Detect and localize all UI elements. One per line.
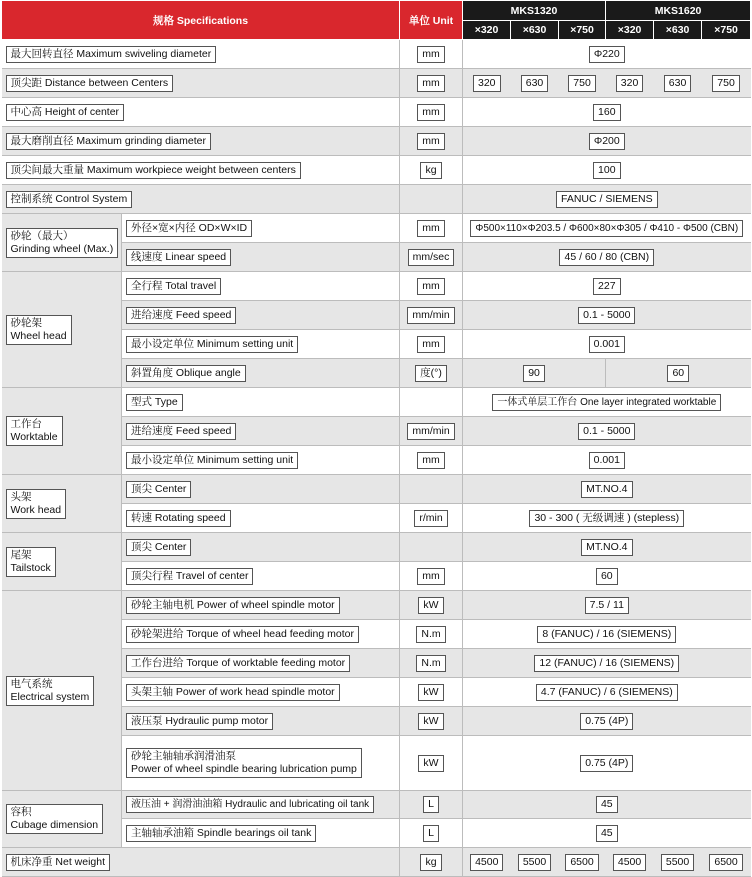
category-label: 砂轮架 Wheel head: [6, 315, 72, 345]
spec-value: 0.75 (4P): [580, 755, 633, 772]
category-label: 电气系统 Electrical system: [6, 676, 95, 706]
header-model-1: MKS1320: [463, 1, 606, 21]
header-size: ×320: [463, 21, 511, 40]
spec-value: MT.NO.4: [581, 539, 632, 556]
header-size: ×750: [559, 21, 606, 40]
unit-label: kg: [420, 162, 441, 179]
spec-value: FANUC / SIEMENS: [556, 191, 658, 208]
unit-label: mm/min: [407, 423, 454, 440]
spec-value: 30 - 300 ( 无级调速 ) (stepless): [529, 510, 684, 527]
spec-value: 4500: [470, 854, 503, 871]
spec-value: 630: [521, 75, 549, 92]
spec-value: 12 (FANUC) / 16 (SIEMENS): [534, 655, 679, 672]
unit-label: r/min: [414, 510, 447, 527]
unit-label: 度(°): [415, 365, 447, 382]
spec-value: 750: [568, 75, 596, 92]
spec-value: 100: [593, 162, 621, 179]
row-tailstock-center: [2, 533, 751, 562]
spec-label: 顶尖行程 Travel of center: [126, 568, 253, 585]
unit-label: kW: [418, 713, 443, 730]
unit-label: N.m: [416, 655, 445, 672]
header-spec: 规格 Specifications: [2, 1, 400, 40]
spec-label: 全行程 Total travel: [126, 278, 221, 295]
spec-label: 顶尖距 Distance between Centers: [6, 75, 174, 92]
spec-label: 中心高 Height of center: [6, 104, 125, 121]
spec-label: 顶尖间最大重量 Maximum workpiece weight between centers: [6, 162, 301, 179]
row-wheelhead-travel: [2, 272, 751, 301]
spec-value: 0.75 (4P): [580, 713, 633, 730]
spec-value: 0.1 - 5000: [578, 423, 635, 440]
spec-label: 最大回转直径 Maximum swiveling diameter: [6, 46, 217, 63]
spec-label: 顶尖 Center: [126, 539, 191, 556]
row-net-weight: [2, 848, 751, 877]
spec-label: 砂轮主轴轴承润滑油泵 Power of wheel spindle bearing lubrication pump: [126, 748, 362, 778]
header-size: ×630: [511, 21, 559, 40]
row-swivel: [2, 40, 751, 69]
row-workhead-center: [2, 475, 751, 504]
spec-value: 8 (FANUC) / 16 (SIEMENS): [537, 626, 676, 643]
row-control-system: [2, 185, 751, 214]
spec-value: 6500: [709, 854, 742, 871]
spec-value: 630: [664, 75, 692, 92]
spec-value: 45 / 60 / 80 (CBN): [559, 249, 654, 266]
spec-value: 6500: [565, 854, 598, 871]
spec-value: 750: [712, 75, 740, 92]
spec-label: 最小设定单位 Minimum setting unit: [126, 336, 298, 353]
spec-label: 砂轮主轴电机 Power of wheel spindle motor: [126, 597, 340, 614]
unit-label: mm: [417, 568, 445, 585]
row-cubage-oil: [2, 791, 751, 819]
spec-value: 45: [596, 796, 618, 813]
spec-value: 0.1 - 5000: [578, 307, 635, 324]
category-label: 工作台 Worktable: [6, 416, 63, 446]
spec-label: 砂轮架进给 Torque of wheel head feeding motor: [126, 626, 359, 643]
spec-value: 4500: [613, 854, 646, 871]
spec-label: 工作台进给 Torque of worktable feeding motor: [126, 655, 350, 672]
spec-value: 320: [473, 75, 501, 92]
spec-value: Φ500×110×Φ203.5 / Φ600×80×Φ305 / Φ410 - Φ500 (CBN): [470, 220, 743, 237]
spec-value: 160: [593, 104, 621, 121]
spec-label: 进给速度 Feed speed: [126, 423, 236, 440]
spec-value: 4.7 (FANUC) / 6 (SIEMENS): [536, 684, 678, 701]
unit-label: L: [423, 796, 439, 813]
unit-label: kW: [418, 684, 443, 701]
spec-value: 227: [593, 278, 621, 295]
spec-label: 最大磨削直径 Maximum grinding diameter: [6, 133, 211, 150]
unit-label: mm: [417, 75, 445, 92]
spec-value: 60: [596, 568, 618, 585]
unit-label: mm: [417, 278, 445, 295]
spec-table: [1, 0, 751, 877]
row-grind-diameter: [2, 127, 751, 156]
spec-label: 机床净重 Net weight: [6, 854, 111, 871]
header-unit: 单位 Unit: [400, 1, 463, 40]
unit-label: mm/sec: [408, 249, 455, 266]
spec-label: 头架主轴 Power of work head spindle motor: [126, 684, 340, 701]
spec-value: 5500: [518, 854, 551, 871]
spec-value: 45: [596, 825, 618, 842]
category-label: 头架 Work head: [6, 489, 67, 519]
unit-label: L: [423, 825, 439, 842]
spec-value: Φ220: [589, 46, 625, 63]
unit-label: kg: [420, 854, 441, 871]
spec-label: 转速 Rotating speed: [126, 510, 231, 527]
header-size: ×750: [702, 21, 751, 40]
spec-value: 90: [523, 365, 545, 382]
spec-label: 液压泵 Hydraulic pump motor: [126, 713, 273, 730]
unit-label: mm: [417, 220, 445, 237]
unit-label: mm: [417, 46, 445, 63]
spec-label: 斜置角度 Oblique angle: [126, 365, 246, 382]
spec-label: 最小设定单位 Minimum setting unit: [126, 452, 298, 469]
spec-value: 0.001: [589, 452, 625, 469]
row-center-height: [2, 98, 751, 127]
spec-value: 一体式单层工作台 One layer integrated worktable: [492, 394, 721, 411]
spec-label: 进给速度 Feed speed: [126, 307, 236, 324]
spec-value: 320: [616, 75, 644, 92]
unit-label: kW: [418, 755, 443, 772]
header-size: ×630: [654, 21, 702, 40]
spec-label: 顶尖 Center: [126, 481, 191, 498]
spec-value: 5500: [661, 854, 694, 871]
spec-value: 0.001: [589, 336, 625, 353]
spec-label: 外径×宽×内径 OD×W×ID: [126, 220, 252, 237]
unit-label: mm: [417, 336, 445, 353]
row-max-weight: [2, 156, 751, 185]
unit-label: kW: [418, 597, 443, 614]
spec-value: MT.NO.4: [581, 481, 632, 498]
category-label: 尾架 Tailstock: [6, 547, 56, 577]
unit-label: mm: [417, 104, 445, 121]
header-model-2: MKS1620: [606, 1, 751, 21]
spec-label: 控制系统 Control System: [6, 191, 133, 208]
spec-label: 液压油 + 润滑油油箱 Hydraulic and lubricating oil tank: [126, 796, 374, 813]
row-elec-m1: [2, 591, 751, 620]
spec-value: 7.5 / 11: [585, 597, 629, 614]
spec-label: 主轴轴承油箱 Spindle bearings oil tank: [126, 825, 316, 842]
unit-label: mm/min: [407, 307, 454, 324]
spec-value: 60: [667, 365, 689, 382]
unit-label: mm: [417, 133, 445, 150]
spec-label: 型式 Type: [126, 394, 183, 411]
header-size: ×320: [606, 21, 654, 40]
spec-value: Φ200: [589, 133, 625, 150]
row-wheel-od: [2, 214, 751, 243]
unit-label: N.m: [416, 626, 445, 643]
spec-label: 线速度 Linear speed: [126, 249, 231, 266]
category-label: 砂轮（最大） Grinding wheel (Max.): [6, 228, 119, 258]
unit-label: mm: [417, 452, 445, 469]
row-centers: [2, 69, 751, 98]
row-worktable-type: [2, 388, 751, 417]
category-label: 容积 Cubage dimension: [6, 804, 104, 834]
